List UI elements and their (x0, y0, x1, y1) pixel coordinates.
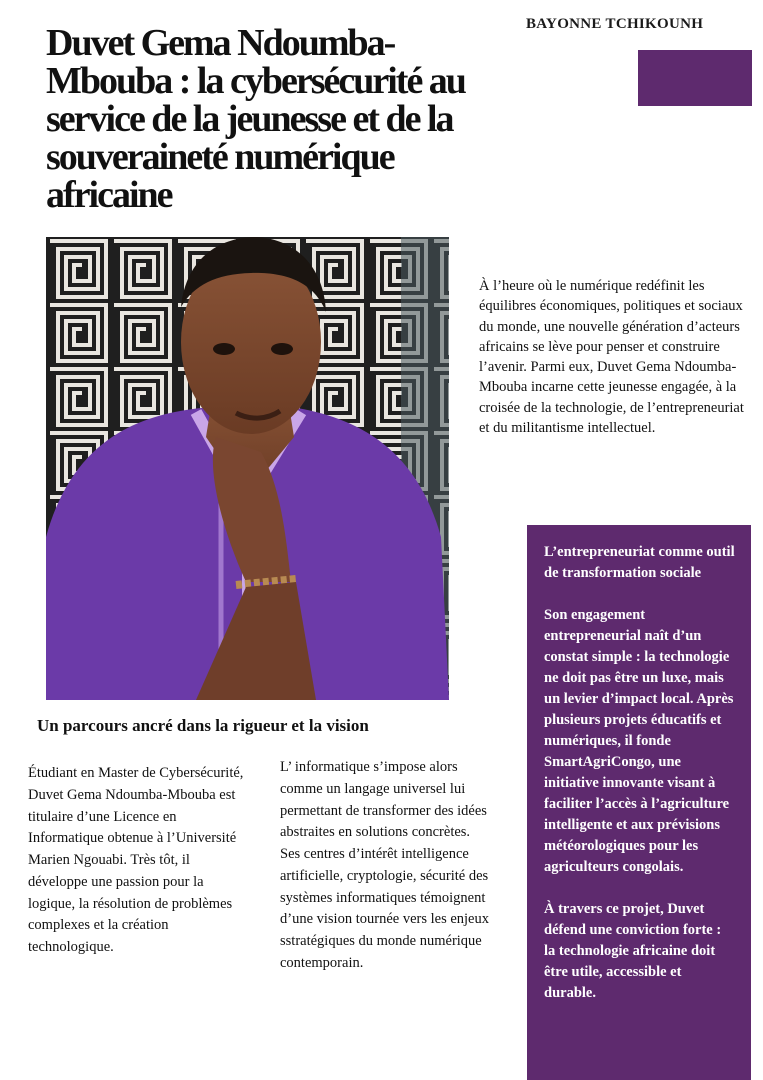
sidebar-box (527, 525, 751, 1080)
accent-block (638, 50, 752, 106)
right-column-paragraph: Ses centres d’intérêt intelligence artificielle, cryptologie, sécurité des systèmes informatiques témoignent d’une vision tournée vers les enjeux sstratégiques du monde numérique contemporain. (280, 846, 489, 971)
left-column-paragraph: Étudiant en Master de Cybersécurité, Duvet Gema Ndoumba-Mbouba est titulaire d’une Licence en Informatique obtenue à l’Université Marien Ngouabi. Très tôt, il développe une passion pour la logique, la résolution de problèmes complexes et la création technologique. (28, 765, 244, 955)
portrait-photo (46, 237, 449, 700)
article-title: Duvet Gema Ndoumba-Mbouba : la cybersécurité au service de la jeunesse et de la souveraineté numérique africaine (46, 22, 465, 216)
author-name: BAYONNE TCHIKOUNH (526, 16, 704, 32)
intro-paragraph: À l’heure où le numérique redéfinit les équilibres économiques, politiques et sociaux du monde, une nouvelle génération d’acteurs africains se lève pour penser et construire l’avenir. Parmi eux, Duvet Gema Ndoumba-Mbouba incarne cette jeunesse engagée, à la croisée de la technologie, de l’entrepreneuriat et du militantisme intellectuel. (479, 278, 744, 437)
right-column (280, 757, 495, 975)
sidebar-paragraph: À travers ce projet, Duvet défend une conviction forte : la technologie africaine doit être utile, accessible et durable. (544, 901, 722, 1002)
sidebar-heading: L’entrepreneuriat comme outil de transformation sociale (544, 544, 735, 582)
section-heading: Un parcours ancré dans la rigueur et la vision (37, 716, 369, 735)
sidebar-paragraph: Son engagement entrepreneurial naît d’un constat simple : la technologie ne doit pas être un luxe, mais un levier d’impact local. Après plusieurs projets éducatifs et numériques, il fonde SmartAgriCongo, une initiative innovante visant à faciliter l’accès à l’agriculture intelligente et aux prévisions météorologiques pour les agriculteurs congolais. (544, 607, 734, 876)
right-column-paragraph: L’ informatique s’impose alors comme un langage universel lui permettant de transformer des idées abstraites en solutions concrètes. (280, 759, 487, 841)
